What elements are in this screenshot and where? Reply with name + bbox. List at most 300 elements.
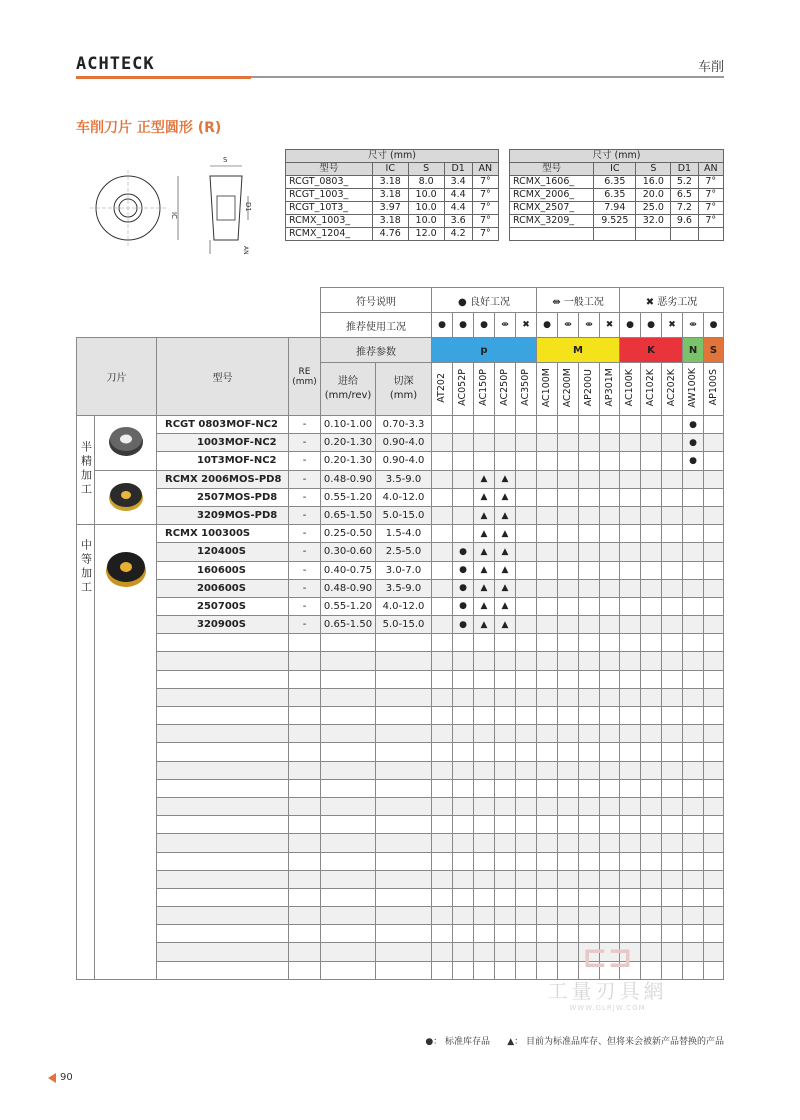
grade-mark: ▲ <box>474 525 495 543</box>
grade-mark <box>620 543 641 561</box>
grade-mark <box>516 525 537 543</box>
grade-mark <box>432 525 453 543</box>
dim-value: 5.2 <box>671 176 698 189</box>
band-k: K <box>620 338 683 363</box>
legend-bad: ✖ 恶劣工况 <box>620 288 724 313</box>
grade-mark <box>579 816 600 834</box>
grade-mark <box>453 852 474 870</box>
grade-mark <box>704 870 724 888</box>
dim-value: 4.4 <box>444 202 472 215</box>
grade-mark <box>683 925 704 943</box>
insert-image-rcmx-pd8 <box>95 470 157 525</box>
empty-row <box>77 688 724 706</box>
dim-row <box>510 228 724 241</box>
grade-mark <box>704 797 724 815</box>
grade-mark <box>453 925 474 943</box>
table-row <box>77 470 724 488</box>
dim-value: 12.0 <box>408 228 444 241</box>
grade-mark <box>641 452 662 470</box>
cell-re: - <box>289 561 321 579</box>
grade-mark <box>537 470 558 488</box>
grade-mark <box>641 470 662 488</box>
grade-mark <box>620 707 641 725</box>
cell-re: - <box>289 488 321 506</box>
grade-mark <box>474 797 495 815</box>
cell-model <box>157 888 289 906</box>
grade-label: AC350P <box>520 369 531 406</box>
grade-mark <box>683 888 704 906</box>
grade-mark <box>432 961 453 979</box>
grade-mark <box>537 797 558 815</box>
grade-header <box>537 363 558 416</box>
grade-mark <box>495 761 516 779</box>
grade-mark <box>579 579 600 597</box>
grade-mark <box>495 434 516 452</box>
grade-mark <box>474 452 495 470</box>
grade-mark <box>537 488 558 506</box>
grade-mark: ▲ <box>474 470 495 488</box>
insert-image-rcgt <box>95 416 157 471</box>
dim-group-header: 尺寸 (mm) <box>286 150 499 163</box>
grade-mark: ● <box>683 434 704 452</box>
dim-value: 7° <box>698 189 723 202</box>
grade-mark <box>558 652 579 670</box>
grade-mark <box>558 761 579 779</box>
grade-mark <box>516 416 537 434</box>
grade-mark <box>537 506 558 524</box>
dim-value: 20.0 <box>636 189 671 202</box>
grade-mark <box>641 488 662 506</box>
empty-row <box>77 634 724 652</box>
grade-mark <box>641 579 662 597</box>
grade-mark <box>600 761 620 779</box>
grade-mark: ● <box>453 543 474 561</box>
grade-mark <box>432 907 453 925</box>
grade-mark <box>600 525 620 543</box>
cell-feed <box>321 688 376 706</box>
grade-mark <box>537 561 558 579</box>
grade-mark <box>600 688 620 706</box>
grade-mark <box>495 452 516 470</box>
col-header: AN <box>472 163 498 176</box>
grade-mark <box>453 452 474 470</box>
grade-mark <box>662 779 683 797</box>
grade-mark <box>704 597 724 615</box>
grade-mark <box>600 907 620 925</box>
grade-mark: ▲ <box>474 579 495 597</box>
cell-depth <box>376 834 432 852</box>
dim-model: RCMX_1204_ <box>286 228 373 241</box>
dim-value: 7° <box>698 202 723 215</box>
grade-mark <box>537 743 558 761</box>
grade-mark <box>641 597 662 615</box>
grade-mark <box>558 725 579 743</box>
grade-mark <box>683 707 704 725</box>
grade-mark <box>579 725 600 743</box>
cell-depth <box>376 652 432 670</box>
condition-symbol: ● <box>474 313 495 338</box>
dim-value: 6.35 <box>594 176 636 189</box>
page-title: 车削刀片 正型圆形 (R) <box>76 120 222 136</box>
dim-value <box>698 228 723 241</box>
cell-feed <box>321 852 376 870</box>
grade-mark <box>683 834 704 852</box>
grade-mark <box>620 779 641 797</box>
grade-mark <box>683 506 704 524</box>
empty-row <box>77 797 724 815</box>
dim-value: 7° <box>472 228 498 241</box>
grade-mark <box>683 816 704 834</box>
grade-mark <box>495 652 516 670</box>
cell-feed <box>321 834 376 852</box>
grade-mark <box>662 761 683 779</box>
grade-mark <box>641 416 662 434</box>
dim-row <box>510 189 724 202</box>
dimension-table-1 <box>285 149 499 241</box>
cell-model <box>157 943 289 961</box>
grade-label: AC052P <box>457 369 468 406</box>
dim-value: 3.18 <box>372 176 408 189</box>
brand-logo: ACHTECK <box>76 54 155 74</box>
grade-mark <box>474 725 495 743</box>
grade-mark <box>432 834 453 852</box>
grade-mark <box>662 434 683 452</box>
grade-mark <box>641 652 662 670</box>
grade-mark <box>537 761 558 779</box>
grade-mark <box>683 961 704 979</box>
grade-mark <box>537 888 558 906</box>
dim-value: 10.0 <box>408 215 444 228</box>
grade-mark <box>579 561 600 579</box>
grade-mark <box>600 670 620 688</box>
grade-mark <box>579 779 600 797</box>
blade-header: 刀片 <box>77 338 157 416</box>
grade-mark <box>474 688 495 706</box>
grade-label: AP301M <box>603 368 615 407</box>
dim-model: RCGT_1003_ <box>286 189 373 202</box>
cell-re <box>289 907 321 925</box>
cell-re <box>289 888 321 906</box>
cell-feed <box>321 743 376 761</box>
empty-row <box>77 707 724 725</box>
grade-header <box>474 363 495 416</box>
condition-symbol: ● <box>620 313 641 338</box>
grade-mark <box>704 925 724 943</box>
cell-model <box>157 907 289 925</box>
grade-mark <box>704 907 724 925</box>
watermark-url: WWW.GLRJW.COM <box>569 1004 646 1012</box>
section-label: 车削 <box>697 60 724 75</box>
dimension-table-2 <box>509 149 724 241</box>
grade-mark <box>495 925 516 943</box>
grade-mark <box>600 416 620 434</box>
grade-mark <box>704 834 724 852</box>
dim-value: 9.6 <box>671 215 698 228</box>
grade-mark <box>641 870 662 888</box>
grade-mark <box>516 616 537 634</box>
col-header: AN <box>698 163 723 176</box>
grade-mark <box>558 634 579 652</box>
grade-header <box>662 363 683 416</box>
grade-mark <box>683 543 704 561</box>
cell-depth <box>376 725 432 743</box>
cell-re <box>289 688 321 706</box>
grade-mark <box>704 852 724 870</box>
cell-re <box>289 943 321 961</box>
grade-mark: ▲ <box>474 543 495 561</box>
grade-mark <box>537 652 558 670</box>
cell-model: 250700S <box>157 597 289 615</box>
grade-label: AT202 <box>436 372 447 403</box>
grade-mark <box>579 525 600 543</box>
cell-model <box>157 725 289 743</box>
grade-mark <box>620 416 641 434</box>
grade-mark <box>432 779 453 797</box>
cell-depth: 2.5-5.0 <box>376 543 432 561</box>
grade-mark <box>662 834 683 852</box>
grade-mark <box>537 834 558 852</box>
grade-mark <box>516 852 537 870</box>
grade-mark <box>600 797 620 815</box>
cell-depth <box>376 907 432 925</box>
grade-mark <box>432 543 453 561</box>
grade-mark <box>432 707 453 725</box>
insert-drawing <box>86 150 266 260</box>
cell-model <box>157 634 289 652</box>
grade-mark <box>495 634 516 652</box>
grade-mark <box>683 743 704 761</box>
grade-mark <box>641 852 662 870</box>
cell-model: RCMX 2006MOS-PD8 <box>157 470 289 488</box>
dim-value: 7° <box>698 215 723 228</box>
cell-model: 320900S <box>157 616 289 634</box>
cell-re <box>289 816 321 834</box>
dim-value: 25.0 <box>636 202 671 215</box>
grade-mark <box>516 561 537 579</box>
empty-row <box>77 725 724 743</box>
grade-mark <box>704 707 724 725</box>
condition-symbol: ⇼ <box>579 313 600 338</box>
grade-mark <box>704 652 724 670</box>
grade-mark <box>600 488 620 506</box>
grade-mark <box>558 416 579 434</box>
col-header: 型号 <box>286 163 373 176</box>
grade-mark <box>495 707 516 725</box>
grade-mark <box>641 725 662 743</box>
grade-mark <box>662 543 683 561</box>
grade-mark <box>474 634 495 652</box>
grade-mark <box>432 852 453 870</box>
dim-value: 7° <box>472 189 498 202</box>
cell-re: - <box>289 470 321 488</box>
grade-mark: ▲ <box>495 543 516 561</box>
grade-mark <box>704 816 724 834</box>
grade-mark <box>662 416 683 434</box>
grade-mark <box>453 816 474 834</box>
cell-feed: 0.55-1.20 <box>321 488 376 506</box>
grade-mark <box>620 743 641 761</box>
cell-model <box>157 852 289 870</box>
grade-mark <box>537 434 558 452</box>
cell-feed <box>321 652 376 670</box>
grade-mark <box>620 506 641 524</box>
grade-mark <box>432 416 453 434</box>
grade-mark <box>600 652 620 670</box>
cell-feed <box>321 961 376 979</box>
grade-header <box>579 363 600 416</box>
cell-depth <box>376 943 432 961</box>
grade-mark <box>474 907 495 925</box>
grade-header <box>641 363 662 416</box>
grade-mark <box>600 470 620 488</box>
grade-mark <box>704 634 724 652</box>
grade-mark <box>641 834 662 852</box>
cell-model <box>157 961 289 979</box>
grade-mark <box>600 779 620 797</box>
grade-mark <box>600 816 620 834</box>
dim-value: 4.76 <box>372 228 408 241</box>
cell-depth <box>376 688 432 706</box>
grade-mark <box>453 725 474 743</box>
empty-row <box>77 743 724 761</box>
grade-mark <box>600 597 620 615</box>
grade-label: AC150P <box>478 369 489 406</box>
cell-re <box>289 634 321 652</box>
cell-model <box>157 652 289 670</box>
watermark <box>535 940 680 1012</box>
grade-mark <box>432 870 453 888</box>
cell-model: RCMX 100300S <box>157 525 289 543</box>
cell-feed: 0.20-1.30 <box>321 434 376 452</box>
dim-row <box>286 228 499 241</box>
cell-re: - <box>289 616 321 634</box>
dim-model: RCGT_10T3_ <box>286 202 373 215</box>
grade-selection-table <box>76 287 724 980</box>
grade-mark <box>704 616 724 634</box>
cell-model: 120400S <box>157 543 289 561</box>
empty-row <box>77 907 724 925</box>
grade-mark: ● <box>453 597 474 615</box>
grade-mark <box>453 525 474 543</box>
empty-row <box>77 888 724 906</box>
grade-mark <box>704 743 724 761</box>
table-row <box>77 434 724 452</box>
cell-re <box>289 779 321 797</box>
condition-symbol: ⇼ <box>558 313 579 338</box>
grade-mark <box>704 579 724 597</box>
grade-mark <box>683 870 704 888</box>
depth-header: 切深 (mm) <box>376 363 432 416</box>
grade-header <box>453 363 474 416</box>
s-label: S <box>223 156 228 164</box>
grade-mark: ▲ <box>474 488 495 506</box>
grade-mark <box>537 725 558 743</box>
grade-mark <box>620 797 641 815</box>
grade-mark <box>579 797 600 815</box>
grade-mark: ● <box>453 616 474 634</box>
grade-mark: ● <box>453 579 474 597</box>
grade-mark <box>600 506 620 524</box>
grade-mark <box>620 725 641 743</box>
grade-mark <box>453 943 474 961</box>
grade-mark <box>683 488 704 506</box>
cell-depth <box>376 961 432 979</box>
grade-mark: ▲ <box>474 561 495 579</box>
dim-value <box>594 228 636 241</box>
dim-value: 7° <box>698 176 723 189</box>
dim-value: 32.0 <box>636 215 671 228</box>
cell-depth <box>376 743 432 761</box>
cell-re <box>289 961 321 979</box>
condition-symbol: ● <box>432 313 453 338</box>
grade-mark <box>662 652 683 670</box>
an-label: AN <box>242 246 249 255</box>
grade-mark: ▲ <box>495 525 516 543</box>
cell-feed: 0.25-0.50 <box>321 525 376 543</box>
grade-mark <box>704 488 724 506</box>
model-header: 型号 <box>157 338 289 416</box>
condition-symbol: ● <box>704 313 724 338</box>
grade-mark <box>600 452 620 470</box>
insert-photo-icon <box>104 421 148 461</box>
cell-depth <box>376 670 432 688</box>
empty-row <box>77 779 724 797</box>
cell-re: - <box>289 543 321 561</box>
dim-model: RCGT_0803_ <box>286 176 373 189</box>
insert-photo-icon <box>102 547 150 591</box>
grade-mark <box>579 543 600 561</box>
grade-mark <box>516 597 537 615</box>
grade-mark <box>620 907 641 925</box>
cell-re: - <box>289 525 321 543</box>
grade-mark <box>558 579 579 597</box>
legend-stock: ●： 标准库存品 <box>425 1037 491 1047</box>
grade-mark <box>683 670 704 688</box>
cell-feed: 0.65-1.50 <box>321 616 376 634</box>
grade-mark <box>683 907 704 925</box>
grade-mark <box>537 816 558 834</box>
grade-label: AC200M <box>562 367 573 408</box>
cell-re <box>289 925 321 943</box>
grade-mark <box>516 870 537 888</box>
cell-feed: 0.40-0.75 <box>321 561 376 579</box>
grade-mark <box>495 797 516 815</box>
grade-mark <box>453 707 474 725</box>
grade-mark <box>579 888 600 906</box>
dim-value: 3.6 <box>444 215 472 228</box>
dim-value: 16.0 <box>636 176 671 189</box>
grade-header <box>620 363 641 416</box>
grade-mark <box>495 907 516 925</box>
grade-mark <box>537 870 558 888</box>
grade-mark <box>516 834 537 852</box>
dim-row <box>510 202 724 215</box>
grade-mark <box>620 761 641 779</box>
cell-depth <box>376 816 432 834</box>
grade-mark <box>432 452 453 470</box>
col-header: 型号 <box>510 163 594 176</box>
grade-mark: ▲ <box>495 488 516 506</box>
grade-header <box>704 363 724 416</box>
dim-row <box>286 202 499 215</box>
grade-mark <box>495 416 516 434</box>
grade-mark <box>704 452 724 470</box>
grade-mark <box>620 434 641 452</box>
dim-value <box>671 228 698 241</box>
grade-mark <box>453 688 474 706</box>
dim-value: 6.35 <box>594 189 636 202</box>
grade-mark <box>662 797 683 815</box>
